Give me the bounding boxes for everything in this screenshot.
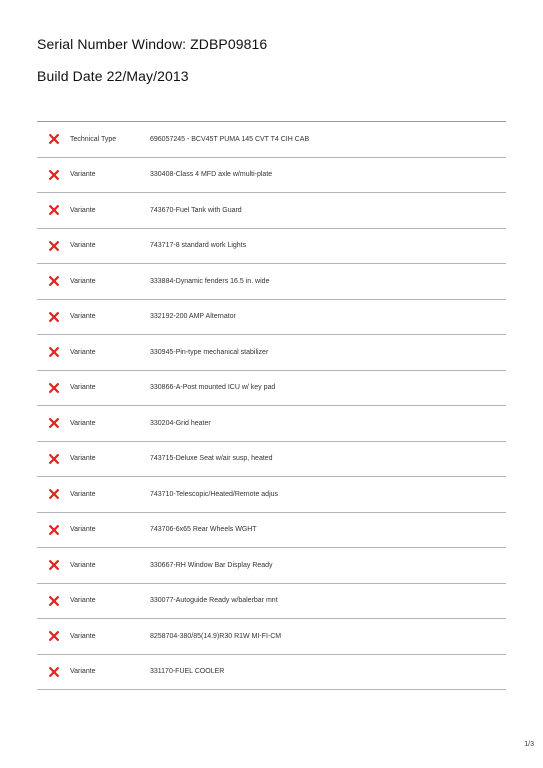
- table-row: [37, 548, 506, 584]
- page-number: 1/3: [524, 741, 534, 748]
- row-description: 743710-Telescopic/Heated/Remote adjus: [150, 490, 279, 498]
- status-cell: [37, 312, 70, 322]
- row-description: 743706-6x65 Rear Wheels WGHT: [150, 526, 257, 534]
- row-type: Variante: [70, 632, 96, 640]
- x-icon: [49, 241, 59, 251]
- status-cell: [37, 631, 70, 641]
- row-type: Variante: [70, 242, 96, 250]
- x-icon: [49, 489, 59, 499]
- table-row: [37, 193, 506, 229]
- row-description: 333884-Dynamic fenders 16.5 in. wide: [150, 277, 270, 285]
- row-description: 331170-FUEL COOLER: [150, 668, 225, 676]
- row-type: Variante: [70, 206, 96, 214]
- row-type: Variante: [70, 668, 96, 676]
- x-icon: [49, 631, 59, 641]
- row-type: Variante: [70, 597, 96, 605]
- options-rows: [37, 122, 506, 690]
- x-icon: [49, 312, 59, 322]
- status-cell: [37, 596, 70, 606]
- status-cell: [37, 241, 70, 251]
- status-cell: [37, 489, 70, 499]
- x-icon: [49, 418, 59, 428]
- row-type: Variante: [70, 384, 96, 392]
- row-type: Technical Type: [70, 135, 117, 143]
- x-icon: [49, 205, 59, 215]
- status-cell: [37, 560, 70, 570]
- row-type: Variante: [70, 526, 96, 534]
- status-cell: [37, 454, 70, 464]
- row-type: Variante: [70, 419, 96, 427]
- table-row: [37, 655, 506, 691]
- table-row: [37, 477, 506, 513]
- options-table: [37, 121, 506, 690]
- table-row: [37, 158, 506, 194]
- x-icon: [49, 347, 59, 357]
- row-description: 330945-Pin-type mechanical stabilizer: [150, 348, 269, 356]
- row-description: 330077-Autoguide Ready w/balerbar mnt: [150, 597, 278, 605]
- table-row: [37, 335, 506, 371]
- row-type: Variante: [70, 561, 96, 569]
- table-row: [37, 122, 506, 158]
- x-icon: [49, 525, 59, 535]
- row-type: Variante: [70, 348, 96, 356]
- table-row: [37, 513, 506, 549]
- row-description: 332192-200 AMP Alternator: [150, 313, 236, 321]
- x-icon: [49, 560, 59, 570]
- table-row: [37, 584, 506, 620]
- x-icon: [49, 454, 59, 464]
- row-description: 8258704-380/85(14.9)R30 R1W MI-FI-CM: [150, 632, 282, 640]
- row-description: 330667-RH Window Bar Display Ready: [150, 561, 273, 569]
- table-row: [37, 442, 506, 478]
- table-row: [37, 264, 506, 300]
- status-cell: [37, 347, 70, 357]
- status-cell: [37, 276, 70, 286]
- row-type: Variante: [70, 313, 96, 321]
- row-type: Variante: [70, 171, 96, 179]
- status-cell: [37, 170, 70, 180]
- row-type: Variante: [70, 490, 96, 498]
- serial-number-title: Serial Number Window: ZDBP09816: [37, 36, 268, 52]
- status-cell: [37, 134, 70, 144]
- row-description: 743715-Deluxe Seat w/air susp, heated: [150, 455, 273, 463]
- status-cell: [37, 418, 70, 428]
- row-description: 743717-8 standard work Lights: [150, 242, 247, 250]
- row-description: 330408-Class 4 MFD axle w/multi-plate: [150, 171, 273, 179]
- row-description: 330204-Grid heater: [150, 419, 211, 427]
- x-icon: [49, 596, 59, 606]
- table-row: [37, 406, 506, 442]
- table-row: [37, 619, 506, 655]
- x-icon: [49, 383, 59, 393]
- status-cell: [37, 667, 70, 677]
- row-description: 330866-A-Post mounted ICU w/ key pad: [150, 384, 276, 392]
- x-icon: [49, 134, 59, 144]
- x-icon: [49, 667, 59, 677]
- row-description: 696057245 - BCV45T PUMA 145 CVT T4 CIH CAB: [150, 135, 310, 143]
- status-cell: [37, 383, 70, 393]
- row-description: 743670-Fuel Tank with Guard: [150, 206, 242, 214]
- x-icon: [49, 170, 59, 180]
- status-cell: [37, 525, 70, 535]
- build-date-title: Build Date 22/May/2013: [37, 68, 189, 84]
- table-row: [37, 229, 506, 265]
- row-type: Variante: [70, 455, 96, 463]
- status-cell: [37, 205, 70, 215]
- x-icon: [49, 276, 59, 286]
- table-row: [37, 371, 506, 407]
- table-row: [37, 300, 506, 336]
- row-type: Variante: [70, 277, 96, 285]
